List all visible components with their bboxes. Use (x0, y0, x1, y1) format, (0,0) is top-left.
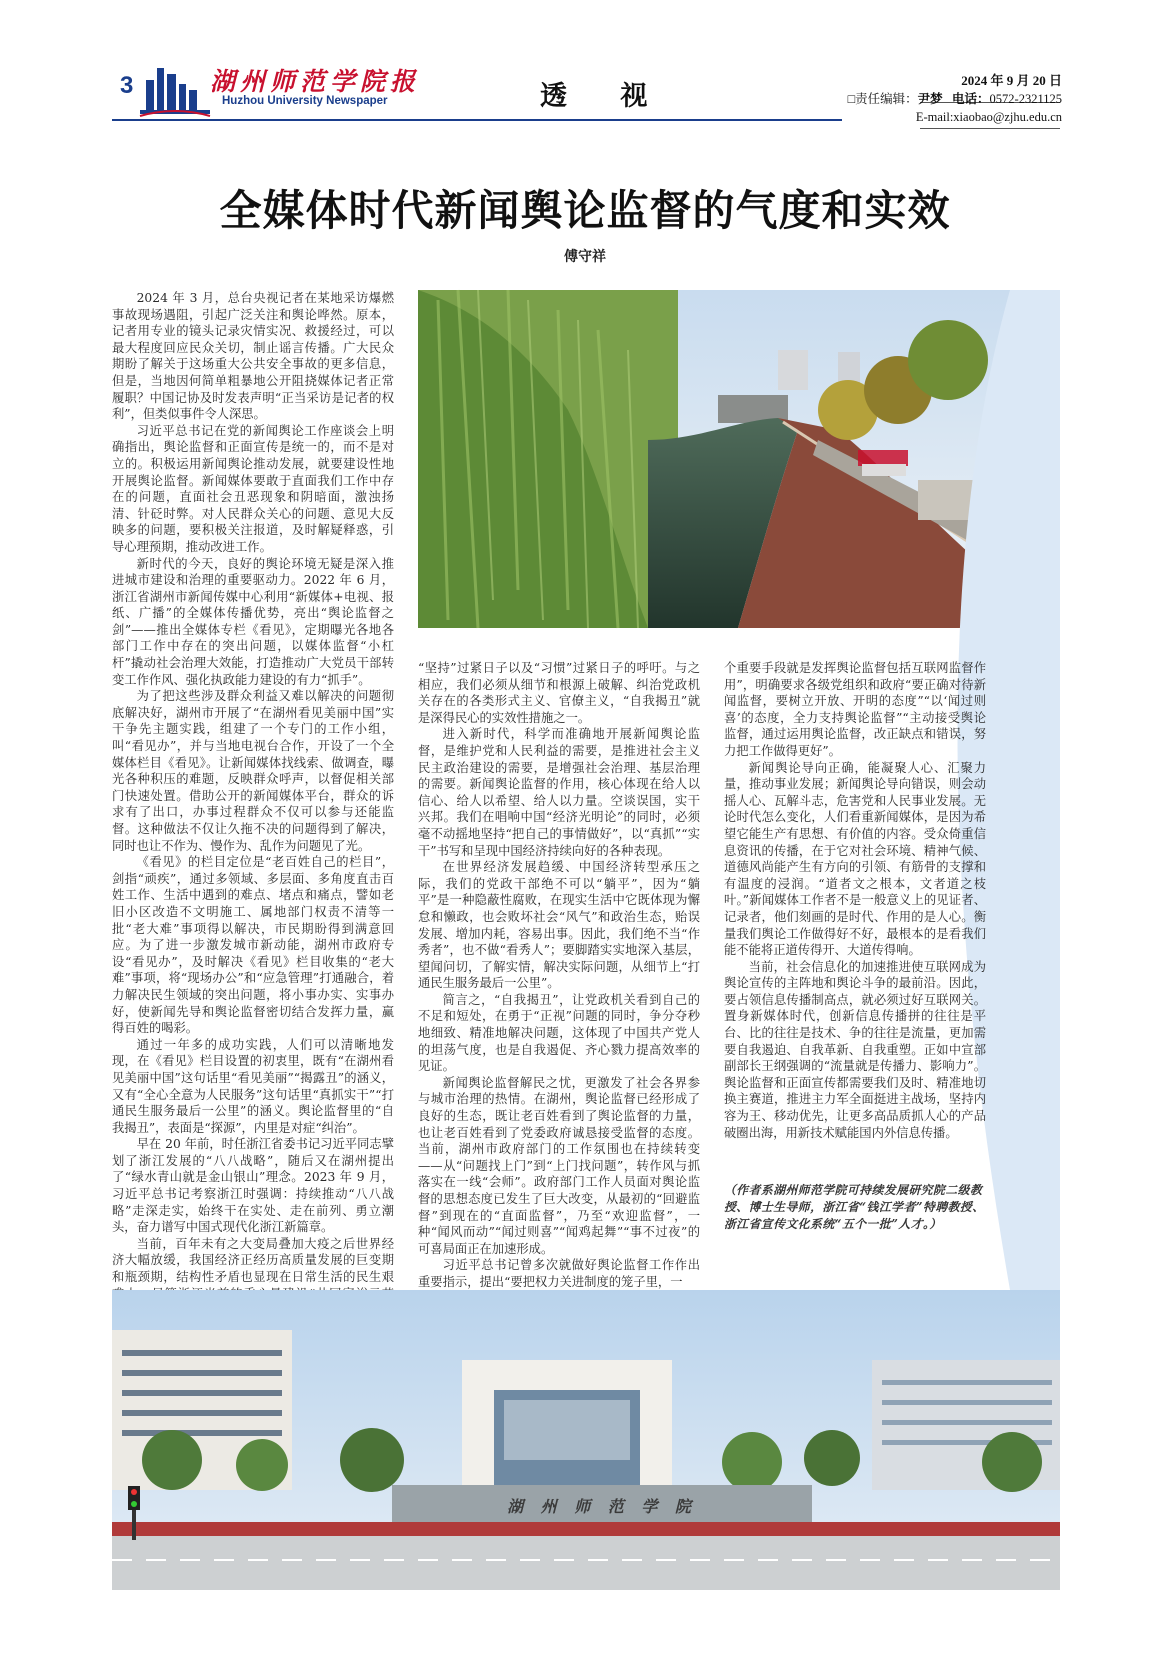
phone-label: 电话： (952, 92, 990, 106)
paragraph: 为了把这些涉及群众利益又难以解决的问题彻底解决好，湖州市开展了“在湖州看见美丽中国”实干争先主题实践，组建了一个专门的工作小组，叫“看见办”，并与当地电视台合作，开设了一个全媒体栏目《看见》。让新闻媒体找线索、做调查，曝光各种积压的难题，反映群众呼声，以督促相关部门快速处置。借助公开的新闻媒体平台，群众的诉求有了出口，办事过程群众不仅可以参与还能监督。这种做法不仅让久拖不决的问题得到了解决，同时也让不作为、慢作为、乱作为问题见了光。 (112, 689, 394, 853)
paragraph: 习近平总书记曾多次就做好舆论监督工作作出重要指示，提出“要把权力关进制度的笼子里，一 (418, 1258, 700, 1289)
issue-date: 2024 年 9 月 20 日 (961, 73, 1062, 88)
article-title: 全媒体时代新闻舆论监督的气度和实效 (219, 186, 951, 235)
author-bio: （作者系湖州师范学院可持续发展研究院二级教授、博士生导师，浙江省“钱江学者”特聘教授、浙江省宣传文化系统“五个一批”人才。） (724, 1183, 985, 1231)
header-rule (112, 119, 842, 121)
article-column-3 (724, 660, 986, 1150)
article-author: 傅守祥 (564, 249, 606, 265)
paragraph: 通过一年多的成功实践，人们可以清晰地发现，在《看见》栏目设置的初衷里，既有“在湖州看见美丽中国”这句话里“看见美丽”“揭露丑”的涵义，又有“全心全意为人民服务”这句话里“真抓实干”“打通民生服务最后一公里”的涵义。舆论监督里的“自我揭丑”，表面是“探源”，内里是对症“纠治”。 (112, 1037, 394, 1135)
editor-info (848, 89, 1062, 107)
campus-sign-text: 湖 州 师 范 学 院 (507, 1497, 697, 1516)
paragraph: “坚持”过紧日子以及“习惯”过紧日子的呼吁。与之相应，我们必须从细节和根源上破解、纠治党政机关存在的各类形式主义、官僚主义，“自我揭丑”就是深得民心的实效性措施之一。 (418, 661, 700, 725)
phone-number: 0572-2321125 (989, 92, 1062, 106)
paragraph: 习近平总书记在党的新闻舆论工作座谈会上明确指出，舆论监督和正面宣传是统一的，而不是对立的。积极运用新闻舆论推动发展，就要建设性地开展舆论监督。新闻媒体要敢于直面我们工作中存在的问题，直面社会丑恶现象和阴暗面，激浊扬清、针砭时弊。对人民群众关心的问题、意见大反映多的问题，要积极关注报道，及时解疑释惑，引导心理预期，推动改进工作。 (112, 423, 394, 554)
paragraph: 当前，百年未有之大变局叠加大疫之后世界经济大幅放缓，我国经济正经历高质量发展的巨变期和瓶颈期，结构性矛盾也显现在日常生活的民生艰 (112, 1236, 394, 1285)
newspaper-logo-icon (140, 60, 220, 118)
section-title: 透 视 (540, 81, 670, 112)
paragraph: 简言之，“自我揭丑”，让党政机关看到自己的不足和短处，在勇于“正视”问题的同时，争分夺秒地细致、精准地解决问题，这体现了中国共产党人的坦荡气度，也是自我遏促、齐心戮力提高效率的见证。 (418, 992, 700, 1074)
paragraph: 在世界经济发展趋缓、中国经济转型承压之际，我们的党政干部绝不可以“躺平”，因为“躺平”是一种隐蔽性腐败，在现实生活中它既体现为懈怠和懒政，也会败坏社会“风气”和政治生态，贻误发展、增加内耗，容易出事。因此，我们绝不当“作秀者”，也不做“看秀人”；要脚踏实实地深入基层，望闻问切，了解实情，解决实际问题，从细节上“打通民生服务最后一公里”。 (418, 860, 700, 991)
newspaper-name-en: Huzhou University Newspaper (222, 95, 388, 107)
paragraph: 2024 年 3 月，总台央视记者在某地采访爆燃事故现场遇阻，引起广泛关注和舆论哗然。原本，记者用专业的镜头记录灾情实况、救援经过，可以最大程度回应民众关切，制止谣言传播。广大民众期盼了解关于这场重大公共安全事故的更多信息，但是，当地因何简单粗暴地公开阻挠媒体记者正常履职？中国记协及时发表声明“正当采访是记者的权利”，但类似事件令人深思。 (112, 291, 394, 422)
article-column-2 (418, 660, 700, 1289)
canal-photo (418, 290, 1012, 628)
paragraph: 当前，社会信息化的加速推进使互联网成为舆论宣传的主阵地和舆论斗争的最前沿。因此，要占领信息传播制高点，就必须过好互联网关。置身新媒体时代，创新信息传播拼的往往是平台、比的往往是技术、争的往往是流量，更加需要自我遏迫、自我革新、自我重塑。正如中宣部副部长王纲强调的“流量就是传播力、影响力”。舆论监督和正面宣传都需要我们及时、精准地切换主赛道，推进主力军全面挺进主战场，坚持内容为王、移动优先，让更多高品质抓人心的产品破圈出海，用新技术赋能国内外信息传播。 (724, 959, 986, 1140)
editor-name: 尹梦 (917, 92, 943, 106)
paragraph: 早在 20 年前，时任浙江省委书记习近平同志擘划了浙江发展的“八八战略”，随后又在湖州提出了“绿水青山就是金山银山”理念。2023 年 9 月，习近平总书记考察浙江时强调：持续推动“八八战略”走深走实，始终干在实处、走在前列、勇立潮头，奋力谱写中国式现代化浙江新篇章。 (112, 1137, 394, 1235)
paragraph: 新时代的今天，良好的舆论环境无疑是深入推进城市建设和治理的重要驱动力。2022 年 6 月，浙江省湖州市新闻传媒中心利用“新媒体+电视、报纸、广播”的全媒体传播优势，亮出“舆论监督之剑”——推出全媒体专栏《看见》，定期曝光各地各部门工作中存在的突出问题，以媒体监督“小杠杆”撬动社会治理大效能，打造推动广大党员干部转变工作作风、强化执政能力建设的有力“抓手”。 (112, 556, 394, 687)
campus-gate-photo (112, 1290, 1060, 1590)
paragraph: 《看见》的栏目定位是“老百姓自己的栏目”，剑指“顽疾”，通过多领域、多层面、多角度直击百姓工作、生活中遇到的难点、堵点和痛点，譬如老旧小区改造不文明施工、属地部门权责不清等一批“老大难”事项得以解决，市民期盼得到满意回应。为了进一步激发城市新动能，湖州市政府专设“看见办”，及时解决《看见》栏目收集的“老大难”事项，将“现场办公”和“应急管理”打通融合，着力解决民生领域的突出问题，将小事办实、实事办好，使新闻先导和舆论监督密切结合发挥力量，赢得百姓的喝彩。 (112, 855, 394, 1036)
newspaper-name-cn: 湖州师范学院报 (210, 67, 421, 96)
email-address: E-mail:xiaobao@zjhu.edu.cn (915, 110, 1062, 124)
paragraph: 进入新时代，科学而准确地开展新闻舆论监督，是维护党和人民利益的需要，是推进社会主义民主政治建设的需要，是增强社会治理、基层治理的需要。新闻舆论监督的作用，核心体现在给人以信心、给人以希望、给人以力量。空谈误国，实干兴邦。我们在唱响中国“经济光明论”的同时，必须毫不动摇地坚持“把自己的事情做好”，以“真抓”“实干”书写和呈现中国经济持续向好的各种表现。 (418, 727, 700, 858)
page-number: 3 (120, 72, 134, 99)
header-rule-right-bottom (920, 128, 1060, 129)
paragraph: 新闻舆论监督解民之忧，更激发了社会各界参与城市治理的热情。在湖州，舆论监督已经形成了良好的生态，既让老百姓看到了舆论监督的力量，也让老百姓看到了党委政府诚恳接受监督的态度。当前，湖州市政府部门的工作氛围也在持续转变——从“问题找上门”到“上门找问题”，转作风与抓落实在一线“会师”。政府部门工作人员面对舆论监督的思想态度已发生了巨大改变，从最初的“回避监督”到现在的“直面监督”，乃至“欢迎监督”，一种“闻风而动”“闻过则喜”“闻鸡起舞”“事不过夜”的可喜局面正在加速形成。 (418, 1075, 700, 1256)
paragraph: 新闻舆论导向正确，能凝聚人心、汇聚力量，推动事业发展；新闻舆论导向错误，则会动摇人心、瓦解斗志，危害党和人民事业发展。无论时代怎么变化，人们看重新闻媒体，是因为希望它能生产有思想、有价值的内容。受众倚重信息资讯的传播，在于它对社会环境、精神气候、道德风尚能产生有方向的引领、有筋骨的支撑和有温度的浸润。“道者文之根本，文者道之枝叶。”新闻媒体工作者不是一般意义上的见证者、记录者，他们刻画的是时代、作用的是人心。衡量我们舆论工作做得好不好，最根本的是看我们能不能将正道传得开、大道传得响。 (724, 760, 986, 958)
paragraph: 个重要手段就是发挥舆论监督包括互联网监督作用”，明确要求各级党组织和政府“要正确对待新闻监督，要树立开放、开明的态度”“以‘闻过则喜’的态度，全力支持舆论监督”“主动接受舆论监督，通过运用舆论监督，改正缺点和错误，努力把工作做得更好”。 (724, 661, 986, 758)
editor-label: □责任编辑： (847, 92, 918, 106)
article-column-1 (112, 290, 394, 1285)
